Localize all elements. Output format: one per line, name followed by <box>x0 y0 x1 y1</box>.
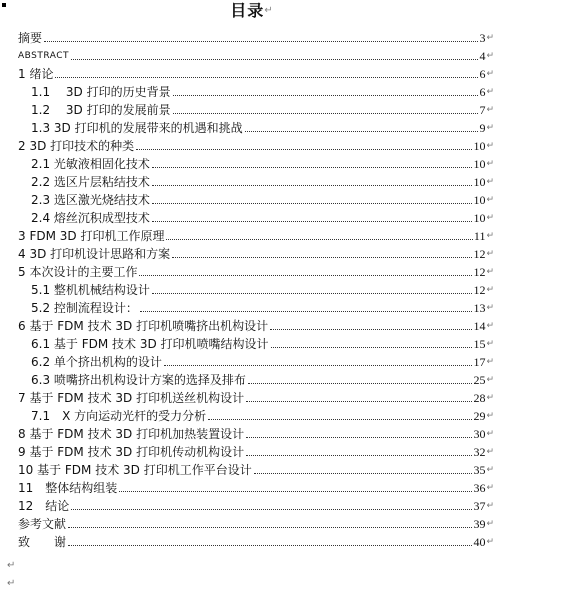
toc-entry-title: 6 基于 FDM 技术 3D 打印机喷嘴挤出机构设计 <box>18 319 269 333</box>
return-mark-icon: ↵ <box>486 267 494 277</box>
toc-entry-title: 参考文献 <box>18 517 67 531</box>
toc-entry-page-number: 15 <box>473 337 486 351</box>
toc-entry-page-number: 4 <box>479 49 486 63</box>
toc-entry-title: 2 3D 打印技术的种类 <box>18 139 135 153</box>
toc-entry[interactable] <box>18 423 494 441</box>
return-mark-icon: ↵ <box>486 411 494 421</box>
return-mark-icon: ↵ <box>486 177 494 187</box>
toc-entry[interactable] <box>18 405 494 423</box>
return-mark-icon: ↵ <box>486 213 494 223</box>
toc-entry-page-number: 10 <box>473 175 486 189</box>
toc-entry-page-number: 40 <box>473 535 486 549</box>
toc-entry-title: 2.4 熔丝沉积成型技术 <box>31 211 150 225</box>
toc-entry-page-number: 10 <box>473 157 486 171</box>
dot-leader <box>270 329 472 330</box>
toc-entry-page-number: 32 <box>473 445 486 459</box>
return-mark-icon: ↵ <box>486 141 494 151</box>
return-mark-icon: ↵ <box>486 465 494 475</box>
toc-entry-page-number: 10 <box>473 139 486 153</box>
toc-entry-title: 5.1 整机机械结构设计 <box>31 283 150 297</box>
return-mark-icon: ↵ <box>264 5 274 16</box>
dot-leader <box>119 491 472 492</box>
dot-leader <box>172 257 472 258</box>
toc-entry-title: 7 基于 FDM 技术 3D 打印机送丝机构设计 <box>18 391 245 405</box>
toc-entry-page-number: 6 <box>479 85 486 99</box>
toc-entry-title: 7.1 X 方向运动光杆的受力分析 <box>31 409 207 423</box>
toc-entry[interactable] <box>18 243 494 261</box>
toc-entry-page-number: 12 <box>473 283 486 297</box>
toc-entry-page-number: 25 <box>473 373 486 387</box>
return-mark-icon: ↵ <box>486 69 494 79</box>
dot-leader <box>152 293 473 294</box>
return-mark-icon: ↵ <box>486 303 494 313</box>
dot-leader <box>140 311 473 312</box>
toc-entry[interactable] <box>18 45 494 63</box>
dot-leader <box>152 203 473 204</box>
dot-leader <box>71 59 478 60</box>
return-mark-icon: ↵ <box>486 123 494 133</box>
toc-entry-page-number: 10 <box>473 211 486 225</box>
dot-leader <box>71 509 472 510</box>
dot-leader <box>55 77 478 78</box>
return-mark-icon: ↵ <box>486 501 494 511</box>
toc-entry-title: 1.2 3D 打印的发展前景 <box>31 103 171 117</box>
toc-entry-page-number: 28 <box>473 391 486 405</box>
toc-entry-page-number: 39 <box>473 517 486 531</box>
toc-entry[interactable] <box>18 495 494 513</box>
table-of-contents <box>18 27 494 549</box>
dot-leader <box>246 455 472 456</box>
toc-entry[interactable] <box>18 171 494 189</box>
toc-entry-title: 2.2 选区片层粘结技术 <box>31 175 150 189</box>
dot-leader <box>68 527 472 528</box>
toc-entry-page-number: 37 <box>473 499 486 513</box>
toc-entry-title: 2.3 选区激光烧结技术 <box>31 193 150 207</box>
toc-entry-title: 6.3 喷嘴挤出机构设计方案的选择及排布 <box>31 373 246 387</box>
trailing-return-mark-icon: ↵ <box>7 560 16 571</box>
toc-entry[interactable] <box>18 207 494 225</box>
dot-leader <box>245 131 479 132</box>
toc-entry-title: ABSTRACT <box>18 51 70 61</box>
return-mark-icon: ↵ <box>486 321 494 331</box>
return-mark-icon: ↵ <box>486 159 494 169</box>
dot-leader <box>173 113 479 114</box>
dot-leader <box>152 185 473 186</box>
dot-leader <box>166 239 472 240</box>
toc-entry-title: 2.1 光敏液相固化技术 <box>31 157 150 171</box>
toc-entry-title: 10 基于 FDM 技术 3D 打印机工作平台设计 <box>18 463 252 477</box>
return-mark-icon: ↵ <box>486 231 494 241</box>
dot-leader <box>246 401 472 402</box>
return-mark-icon: ↵ <box>486 393 494 403</box>
toc-entry[interactable] <box>18 387 494 405</box>
toc-entry-page-number: 13 <box>473 301 486 315</box>
return-mark-icon: ↵ <box>486 483 494 493</box>
dot-leader <box>44 41 478 42</box>
toc-entry[interactable] <box>18 513 494 531</box>
toc-entry-page-number: 12 <box>473 247 486 261</box>
toc-entry-page-number: 17 <box>473 355 486 369</box>
dot-leader <box>164 365 473 366</box>
toc-entry[interactable] <box>18 189 494 207</box>
toc-entry[interactable] <box>18 351 494 369</box>
toc-entry-title: 12 结论 <box>18 499 70 513</box>
toc-entry[interactable] <box>18 27 494 45</box>
return-mark-icon: ↵ <box>486 357 494 367</box>
return-mark-icon: ↵ <box>486 249 494 259</box>
dot-leader <box>246 437 472 438</box>
dot-leader <box>152 221 473 222</box>
toc-entry-page-number: 9 <box>479 121 486 135</box>
toc-entry-title: 8 基于 FDM 技术 3D 打印机加热装置设计 <box>18 427 245 441</box>
return-mark-icon: ↵ <box>486 33 494 43</box>
toc-entry-title: 6.1 基于 FDM 技术 3D 打印机喷嘴结构设计 <box>31 337 269 351</box>
return-mark-icon: ↵ <box>486 447 494 457</box>
toc-entry-title: 5 本次设计的主要工作 <box>18 265 138 279</box>
toc-entry-title: 1.1 3D 打印的历史背景 <box>31 85 171 99</box>
toc-entry[interactable] <box>18 63 494 81</box>
toc-entry[interactable] <box>18 477 494 495</box>
dot-leader <box>136 149 472 150</box>
return-mark-icon: ↵ <box>486 105 494 115</box>
return-mark-icon: ↵ <box>486 429 494 439</box>
return-mark-icon: ↵ <box>486 195 494 205</box>
return-mark-icon: ↵ <box>486 339 494 349</box>
toc-entry[interactable] <box>18 333 494 351</box>
toc-entry-title: 致 谢 <box>18 535 67 549</box>
toc-entry[interactable] <box>18 441 494 459</box>
toc-entry-page-number: 14 <box>473 319 486 333</box>
toc-entry-page-number: 6 <box>479 67 486 81</box>
dot-leader <box>208 419 472 420</box>
trailing-return-mark-icon: ↵ <box>7 578 16 589</box>
toc-entry-title: 9 基于 FDM 技术 3D 打印机传动机构设计 <box>18 445 245 459</box>
toc-entry-title: 5.2 控制流程设计： <box>31 301 138 315</box>
toc-entry[interactable] <box>18 261 494 279</box>
toc-entry-page-number: 7 <box>479 103 486 117</box>
toc-entry-page-number: 12 <box>473 265 486 279</box>
return-mark-icon: ↵ <box>486 285 494 295</box>
dot-leader <box>248 383 473 384</box>
toc-entry[interactable] <box>18 297 494 315</box>
return-mark-icon: ↵ <box>486 519 494 529</box>
toc-entry-page-number: 30 <box>473 427 486 441</box>
toc-entry-page-number: 10 <box>473 193 486 207</box>
toc-entry[interactable] <box>18 459 494 477</box>
return-mark-icon: ↵ <box>486 375 494 385</box>
dot-leader <box>254 473 473 474</box>
toc-entry-title: 3 FDM 3D 打印机工作原理 <box>18 229 165 243</box>
toc-entry[interactable] <box>18 99 494 117</box>
toc-entry-page-number: 3 <box>479 31 486 45</box>
return-mark-icon: ↵ <box>486 51 494 61</box>
toc-entry[interactable] <box>18 135 494 153</box>
toc-entry-page-number: 35 <box>473 463 486 477</box>
toc-entry[interactable] <box>18 531 494 549</box>
return-mark-icon: ↵ <box>486 87 494 97</box>
toc-entry[interactable] <box>18 279 494 297</box>
toc-entry-page-number: 36 <box>473 481 486 495</box>
toc-entry-title: 1 绪论 <box>18 67 54 81</box>
dot-leader <box>271 347 473 348</box>
toc-entry-title: 摘要 <box>18 31 43 45</box>
toc-title-container <box>0 0 504 22</box>
toc-entry-title: 1.3 3D 打印机的发展带来的机遇和挑战 <box>31 121 243 135</box>
toc-entry-title: 11 整体结构组装 <box>18 481 118 495</box>
toc-entry-title: 6.2 单个挤出机构的设计 <box>31 355 162 369</box>
dot-leader <box>68 545 472 546</box>
toc-entry[interactable] <box>18 81 494 99</box>
toc-entry[interactable] <box>18 225 494 243</box>
toc-entry[interactable] <box>18 117 494 135</box>
toc-entry-page-number: 11 <box>473 229 486 243</box>
return-mark-icon: ↵ <box>486 537 494 547</box>
toc-entry[interactable] <box>18 315 494 333</box>
page-title: 目录 <box>230 1 265 20</box>
toc-entry-page-number: 29 <box>473 409 486 423</box>
dot-leader <box>173 95 479 96</box>
toc-entry-title: 4 3D 打印机设计思路和方案 <box>18 247 171 261</box>
toc-entry[interactable] <box>18 369 494 387</box>
dot-leader <box>152 167 473 168</box>
toc-entry[interactable] <box>18 153 494 171</box>
dot-leader <box>139 275 472 276</box>
